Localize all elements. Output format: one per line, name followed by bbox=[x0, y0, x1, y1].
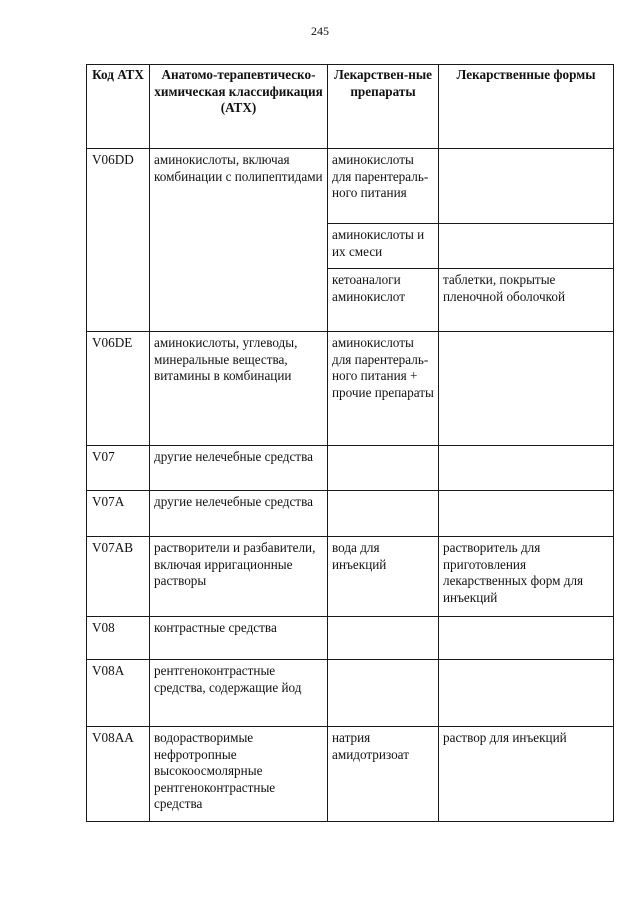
page-number: 245 bbox=[311, 24, 329, 38]
classification-cell: растворители и разбавители, включая ирригационные растворы bbox=[150, 537, 328, 617]
classification-cell: другие нелечебные средства bbox=[150, 491, 328, 537]
atx-table bbox=[86, 64, 614, 822]
form-cell bbox=[439, 617, 614, 660]
atx-code-cell: V07 bbox=[87, 446, 150, 491]
drug-cell bbox=[328, 491, 439, 537]
form-cell: растворитель для приготовления лекарственных форм для инъекций bbox=[439, 537, 614, 617]
drug-cell: аминокислоты и их смеси bbox=[328, 224, 439, 269]
classification-cell: аминокислоты, включая комбинации с полипептидами bbox=[150, 149, 328, 332]
table-row bbox=[87, 727, 614, 822]
atx-code-cell: V07AB bbox=[87, 537, 150, 617]
table-row bbox=[87, 491, 614, 537]
drug-cell bbox=[328, 617, 439, 660]
drug-cell: натрия амидотризоат bbox=[328, 727, 439, 822]
table-row bbox=[87, 617, 614, 660]
form-cell: таблетки, покрытые пленочной оболочкой bbox=[439, 269, 614, 332]
drug-cell: аминокислоты для парентераль-ного питания bbox=[328, 149, 439, 224]
classification-cell: рентгеноконтрастные средства, содержащие йод bbox=[150, 660, 328, 727]
table-row bbox=[87, 446, 614, 491]
drug-cell: вода для инъекций bbox=[328, 537, 439, 617]
atx-code-cell: V06DE bbox=[87, 332, 150, 446]
header-classification: Анатомо-терапевтическо-химическая классификация (АТХ) bbox=[150, 65, 328, 149]
table-row bbox=[87, 660, 614, 727]
classification-cell: водорастворимые нефротропные высокоосмолярные рентгеноконтрастные средства bbox=[150, 727, 328, 822]
drug-cell bbox=[328, 660, 439, 727]
header-code: Код АТХ bbox=[87, 65, 150, 149]
form-cell bbox=[439, 446, 614, 491]
header-forms: Лекарственные формы bbox=[439, 65, 614, 149]
atx-code-cell: V08 bbox=[87, 617, 150, 660]
table-header-row bbox=[87, 65, 614, 149]
classification-cell: контрастные средства bbox=[150, 617, 328, 660]
header-drugs: Лекарствен-ные препараты bbox=[328, 65, 439, 149]
table-row bbox=[87, 149, 614, 224]
atx-code-cell: V08A bbox=[87, 660, 150, 727]
atx-code-cell: V08AA bbox=[87, 727, 150, 822]
drug-cell: кетоаналоги аминокислот bbox=[328, 269, 439, 332]
table-row bbox=[87, 537, 614, 617]
atx-code-cell: V06DD bbox=[87, 149, 150, 332]
form-cell: раствор для инъекций bbox=[439, 727, 614, 822]
form-cell bbox=[439, 491, 614, 537]
atx-code-cell: V07A bbox=[87, 491, 150, 537]
table-row bbox=[87, 332, 614, 446]
drug-cell bbox=[328, 446, 439, 491]
drug-cell: аминокислоты для парентераль-ного питания + прочие препараты bbox=[328, 332, 439, 446]
form-cell bbox=[439, 224, 614, 269]
classification-cell: аминокислоты, углеводы, минеральные вещества, витамины в комбинации bbox=[150, 332, 328, 446]
form-cell bbox=[439, 149, 614, 224]
form-cell bbox=[439, 332, 614, 446]
form-cell bbox=[439, 660, 614, 727]
classification-cell: другие нелечебные средства bbox=[150, 446, 328, 491]
